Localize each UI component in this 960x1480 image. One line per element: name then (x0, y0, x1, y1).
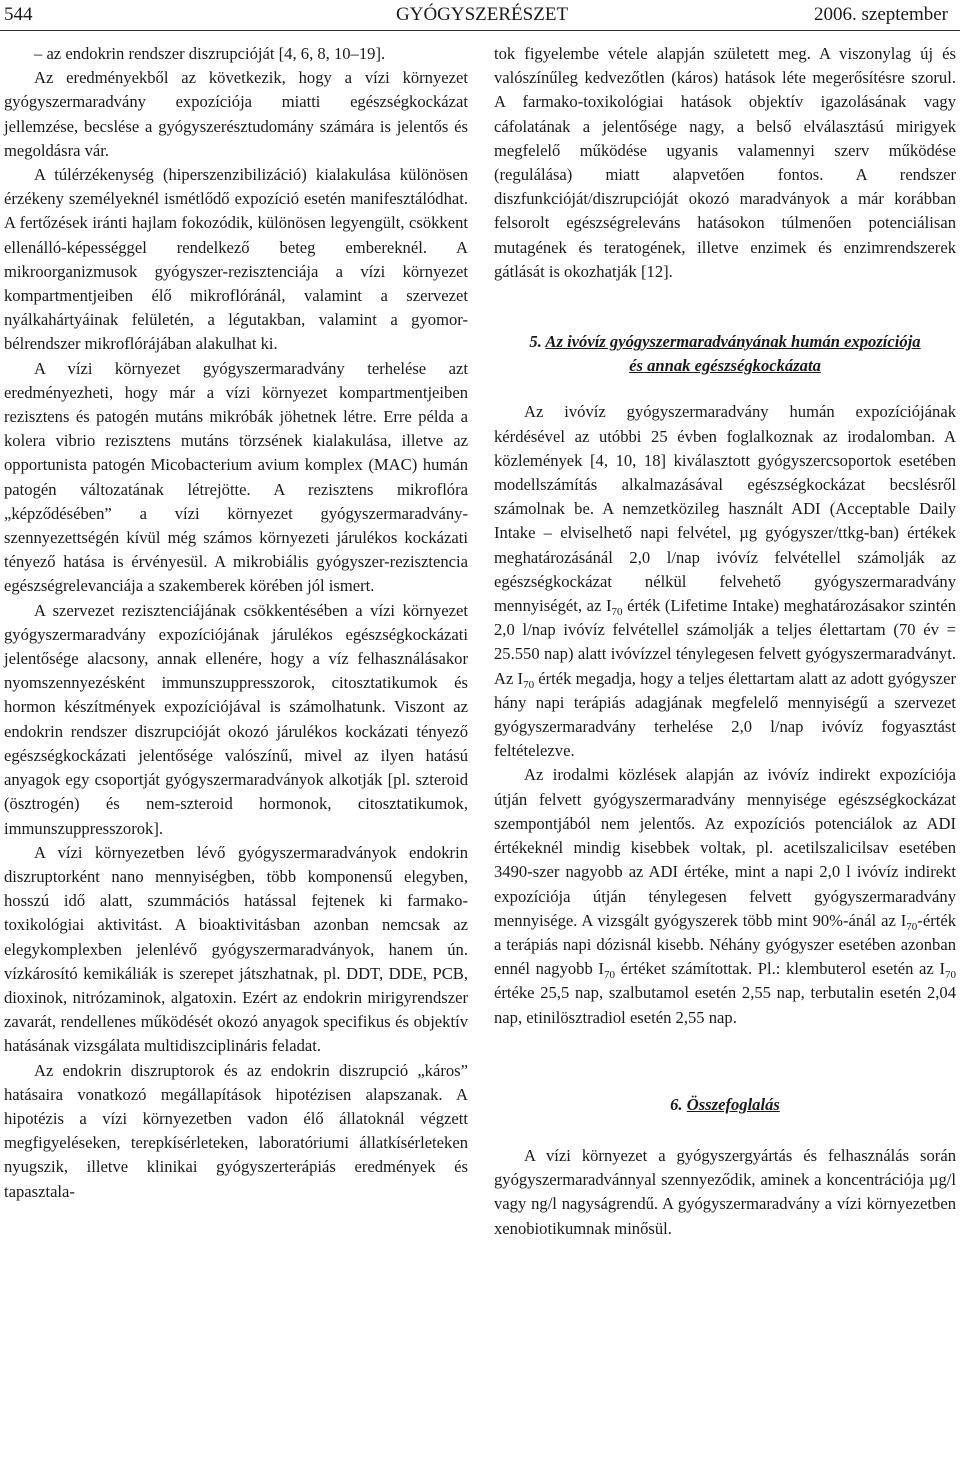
journal-title: GYÓGYSZERÉSZET (396, 4, 569, 25)
text-run: érték (Lifetime Intake) meghatározásakor szintén 2,0 l/nap ivóvíz felvétellel számolják a teljes élettartam (70 év = 25.550 nap) alatt ivóvízzel ténylegesen felvett gyógyszermaradványt. Az I (494, 596, 956, 688)
text-run: érték megadja, hogy a teljes élettartam alatt az adott gyógyszer hány napi terápiás adagjának megfelelő mennyiségű a szervezet gyógyszermaradvány terhelése 2,0 l/nap ivóvíz fogyasztást feltételezve. (494, 668, 956, 761)
section-heading-5 (494, 330, 956, 378)
section-number: 6. (670, 1094, 683, 1114)
paragraph (494, 763, 956, 1029)
paragraph: Az eredményekből az következik, hogy a vízi környezet gyógyszermaradvány expozíciója miatti egészségkockázat jellemzése, becslése a gyógyszerésztudomány számára is jelentős és megoldásra vár. (4, 68, 468, 160)
paragraph: A vízi környezetben lévő gyógyszermaradványok endokrin diszruptorként nano mennyiségben, több komponensű elegyben, hosszú idő alatt, szummációs hatással fejtenek ki farmako-toxikológiai aktivitást. A bioaktivitásban azonban nemcsak az elegykomplexben jelenlévő gyógyszermaradványok, hanem ún. vízkárosító kemikáliák is szerepet játszhatnak, pl. DDT, DDE, PCB, dioxinok, nitrózaminok, algatoxin. Ezért az endokrin mirigyrendszer zavarát, rendellenes működését okozó anyagok specifikus és objektív hatásának vizsgálata multidiszciplináris feladat. (4, 842, 468, 1056)
paragraph: A szervezet rezisztenciájának csökkentésében a vízi környezet gyógyszermaradvány expozíciójának járulékos egészségkockázati jelentősége alacsony, annak ellenére, hogy a víz felhasználásakor nyomszennyezésként immunszuppresszorok, citosztatikumok és hormon készítmények expozíciójával is számolhatunk. Viszont az endokrin rendszer diszrupcióját okozó járulékos kockázati tényező egészségkockázati jelentősége valószínű, mivel az ilyen hatású anyagok egy csoportját gyógyszermaradványok alkotják [pl. szteroid (ösztrogén) és nem-szteroid hormonok, citosztatikumok, immunszuppresszorok]. (4, 600, 468, 838)
text-run: Az ivóvíz gyógyszermaradvány humán expozíciójának kérdésével az utóbbi 25 évben foglalkoznak az irodalomban. A közlemények [4, 10, 18] kiválasztott gyógyszercsoportok esetében modellszámítás alkalmazásával egészségkockázat becslésről számolnak be. A nemzetközileg használt ADI (Acceptable Daily Intake – elviselhető napi felvétel, µg gyógyszer/ttkg-ban) értékek meghatározásánál 2,0 l/nap ivóvíz felvétellel számolják az egészségkockázat nélkül felvehető gyógyszermaradvány mennyiségét, az I (494, 402, 956, 616)
text-run: -érték a terápiás napi dózisnál kisebb. Néhány gyógyszer esetében azonban ennél nagyobb I (494, 910, 956, 979)
text-run: értéket számítottak. Pl.: klembuterol esetén az I (614, 959, 945, 979)
section-number: 5. (529, 332, 542, 352)
text-run: értéke 25,5 nap, szalbutamol esetén 2,55 nap, terbutalin esetén 2,04 nap, etinilösztradiol esetén 2,55 nap. (494, 983, 956, 1027)
page-number: 544 (4, 4, 33, 25)
paragraph: Az endokrin diszruptorok és az endokrin diszrupció „káros” hatásaira vonatkozó megállapítások hipotézisen alapszanak. A hipotézis a vízi környezetben vadon élő állatoknál végzett megfigyeléseken, terepkísérleteken, laboratóriumi állatkísérleteken nyugszik, illetve klinikai gyógyszerterápiás eredmények és tapasztala- (4, 1060, 468, 1201)
running-header (0, 0, 960, 31)
section-title: Az ivóvíz gyógyszermaradványának humán expozíciója és annak egészségkockázata (545, 332, 921, 376)
paragraph (494, 400, 956, 763)
subscript: 70 (945, 969, 956, 982)
paragraph: A túlérzékenység (hiperszenzibilizáció) kialakulása különösen érzékeny személyeknél ismétlődő expozíció esetén manifesztálódhat. A fertőzések iránti hajlam fokozódik, különösen legyengült, csökkent ellenálló-képességgel rendelkező beteg embereknél. A mikroorganizmusok gyógyszer-rezisztenciája a vízi környezet kompartmentjeiben élő mikroflóránál, valamint a szervezet nyálkahártyáinak felületén, a légutakban, valamint a gyomor-bélrendszer mikroflórájában alakulhat ki. (4, 165, 468, 354)
paragraph: A vízi környezet gyógyszermaradvány terhelése azt eredményezheti, hogy már a vízi környezet kompartmentjeiben rezisztens és patogén mutáns mikróbák jöhetnek létre. Erre példa a kolera vibrio rezisztens mutáns törzsének kialakulása, illetve az opportunista patogén Micobacterium avium komplex (MAC) humán patogén változatának létrejötte. A rezisztens mikroflóra „képződésében” a vízi környezet gyógyszermaradvány-szennyezettségén kívül még számos környezeti járulékos kockázati tényező hatása is érvényesül. A mikrobiális gyógyszer-rezisztencia egészségrelevanciája a szakemberek körében jól ismert. (4, 358, 468, 596)
section-title: Összefoglalás (686, 1094, 780, 1114)
subscript: 70 (523, 678, 535, 691)
section-heading-6 (494, 1093, 956, 1117)
text-run: Az irodalmi közlések alapján az ivóvíz indirekt expozíciója útján felvett gyógyszermaradvány mennyisége egészségkockázat szempontjából nem jelentős. Az expozíciós potenciálok az ADI értékeknél mindig kisebbek voltak, pl. acetilszalicilsav esetében 3490-szer nagyobb az ADI értéke, mint a napi 2,0 l ivóvíz indirekt expozíciója útján ténylegesen felvett gyógyszermaradvány mennyisége. A vizsgált gyógyszerek több mint 90%-ánál az I (494, 765, 956, 930)
paragraph: – az endokrin rendszer diszrupcióját [4, 6, 8, 10–19]. (34, 44, 386, 63)
subscript: 70 (611, 606, 623, 619)
subscript: 70 (906, 920, 918, 933)
subscript: 70 (603, 969, 615, 982)
issue-date: 2006. szeptember (814, 4, 949, 25)
paragraph: A vízi környezet a gyógyszergyártás és felhasználás során gyógyszermaradvánnyal szennyeződik, aminek a koncentrációja µg/l vagy ng/l nagyságrendű. A gyógyszermaradvány a vízi környezetben xenobiotikumnak minősül. (494, 1145, 956, 1238)
right-column (494, 42, 956, 1241)
paragraph: tok figyelembe vétele alapján született meg. A viszonylag új és valószínűleg kedvezőtlen (káros) hatások léte megerősítésre szorul. A farmako-toxikológiai hatások objektív igazolásának vagy cáfolatának a jelentősége nagy, a belső elválasztású mirigyek megfelelő működése ugyanis valamennyi szerv működése (regulálása) miatt alapvetően fontos. A rendszer diszfunkcióját/diszrupcióját okozó maradványok a már korábban felsorolt egészségreleváns hatásokon túlmenően potenciálisan mutagének és teratogének, illetve enzimek és enzimrendszerek gátlását is okozhatják [12]. (494, 44, 956, 281)
left-column (4, 42, 468, 1204)
